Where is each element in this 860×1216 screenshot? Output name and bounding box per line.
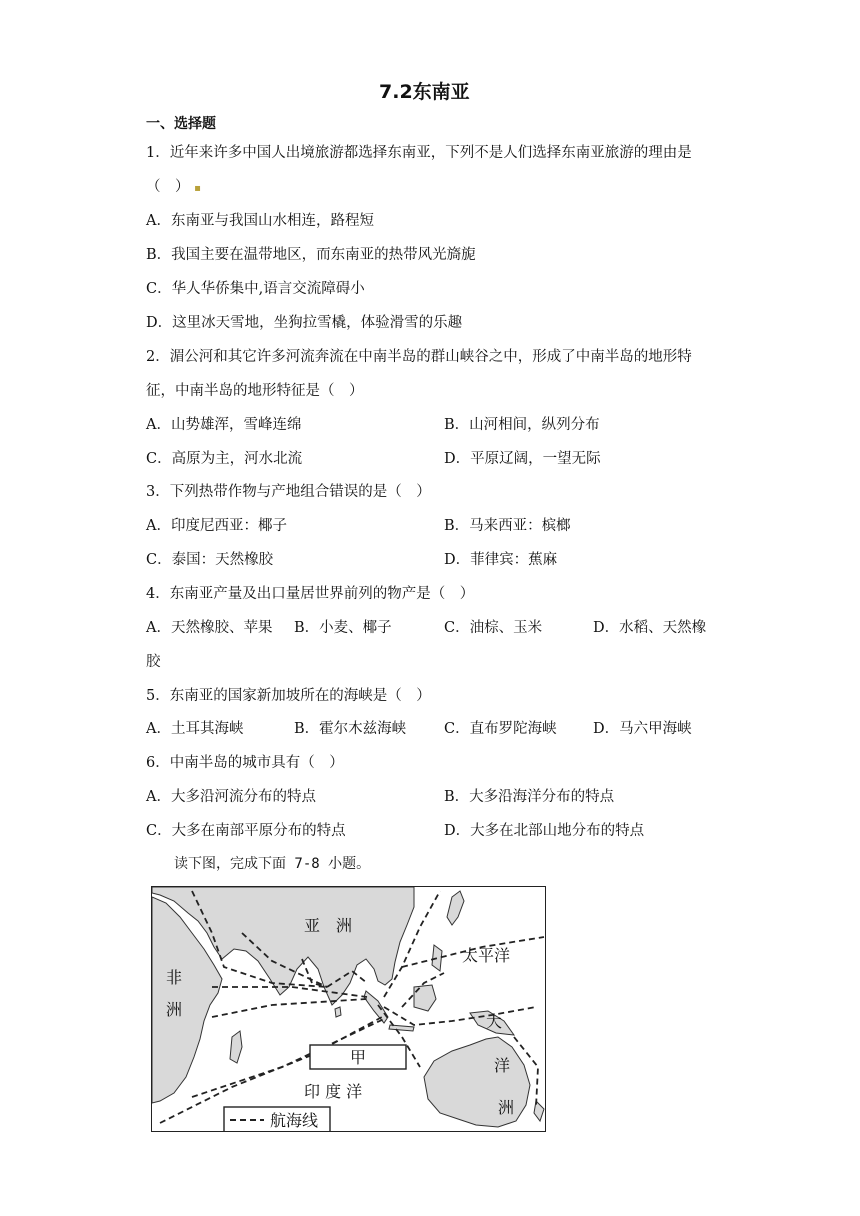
question-6-stem: 6．中南半岛的城市具有（ ） [146, 755, 344, 771]
q4-option-d: D．水稻、天然橡 [593, 620, 707, 636]
jia-box [310, 1045, 406, 1069]
q2-option-d: D．平原辽阔，一望无际 [444, 451, 601, 467]
question-3-stem: 3．下列热带作物与产地组合错误的是（ ） [146, 484, 431, 500]
q2-option-b: B．山河相间，纵列分布 [444, 417, 600, 433]
legend-label: 航海线 [270, 1111, 319, 1130]
q4-option-d-cont: 胶 [146, 654, 161, 670]
q1-option-d: D．这里冰天雪地，坐狗拉雪橇，体验滑雪的乐趣 [146, 315, 463, 331]
q6-option-d: D．大多在北部山地分布的特点 [444, 823, 645, 839]
q2-option-a: A．山势雄浑，雪峰连绵 [146, 417, 302, 433]
sri-lanka-landmass [335, 1007, 341, 1017]
route-east-africa [212, 999, 367, 1017]
editor-mark-icon: ▪ [194, 183, 201, 194]
question-1-stem: 1．近年来许多中国人出境旅游都选择东南亚，下列不是人们选择东南亚旅游的理由是 [146, 145, 692, 161]
q3-option-a: A．印度尼西亚：椰子 [146, 518, 287, 534]
q2-option-c: C．高原为主，河水北流 [146, 451, 303, 467]
shipping-route-map [151, 886, 546, 1132]
q5-option-b: B．霍尔木兹海峡 [294, 721, 407, 737]
question-1-stem-cont: （ ） ▪ [146, 179, 201, 195]
asia-label: 亚 洲 [304, 916, 353, 935]
jia-label: 甲 [350, 1048, 367, 1067]
oceania-label-3: 洲 [498, 1098, 515, 1117]
borneo-landmass [414, 985, 436, 1011]
q1-option-c: C．华人华侨集中,语言交流障碍小 [146, 281, 365, 297]
africa-label-2: 洲 [166, 1000, 183, 1019]
q5-option-a: A．土耳其海峡 [146, 721, 244, 737]
philippines-landmass [432, 945, 442, 971]
map-svg [152, 887, 546, 1132]
indian-ocean-label: 印 度 洋 [304, 1082, 363, 1101]
q4-option-b: B．小麦、椰子 [294, 620, 392, 636]
legend [224, 1107, 330, 1132]
q1-option-a: A．东南亚与我国山水相连，路程短 [146, 213, 374, 229]
section-heading: 一、选择题 [146, 116, 216, 132]
madagascar-landmass [230, 1031, 242, 1063]
question-5-stem: 5．东南亚的国家新加坡所在的海峡是（ ） [146, 688, 431, 704]
q6-option-b: B．大多沿海洋分布的特点 [444, 789, 615, 805]
q3-option-b: B．马来西亚：槟榔 [444, 518, 571, 534]
page-title: 7.2东南亚 [379, 81, 470, 103]
q6-option-a: A．大多沿河流分布的特点 [146, 789, 316, 805]
question-2-stem: 2．湄公河和其它许多河流奔流在中南半岛的群山峡谷之中，形成了中南半岛的地形特 [146, 349, 692, 365]
australia-landmass [424, 1037, 530, 1127]
q3-option-c: C．泰国：天然橡胶 [146, 552, 274, 568]
q5-option-d: D．马六甲海峡 [593, 721, 692, 737]
map-instruction: 读下图，完成下面 7-8 小题。 [174, 856, 371, 872]
oceania-label-2: 洋 [494, 1056, 511, 1075]
q6-option-c: C．大多在南部平原分布的特点 [146, 823, 346, 839]
route-indonesia [384, 1007, 536, 1025]
q5-option-c: C．直布罗陀海峡 [444, 721, 557, 737]
q4-option-c: C．油棕、玉米 [444, 620, 543, 636]
pacific-label: 太平洋 [462, 946, 511, 965]
q1-option-b: B．我国主要在温带地区，而东南亚的热带风光旖旎 [146, 247, 476, 263]
q4-option-a: A．天然橡胶、苹果 [146, 620, 273, 636]
africa-label-1: 非 [166, 968, 183, 987]
question-4-stem: 4．东南亚产量及出口量居世界前列的物产是（ ） [146, 586, 475, 602]
q3-option-d: D．菲律宾：蕉麻 [444, 552, 558, 568]
japan-landmass [447, 891, 464, 925]
oceania-label-1: 大 [486, 1012, 503, 1031]
question-2-stem-cont: 征，中南半岛的地形特征是（ ） [146, 383, 364, 399]
